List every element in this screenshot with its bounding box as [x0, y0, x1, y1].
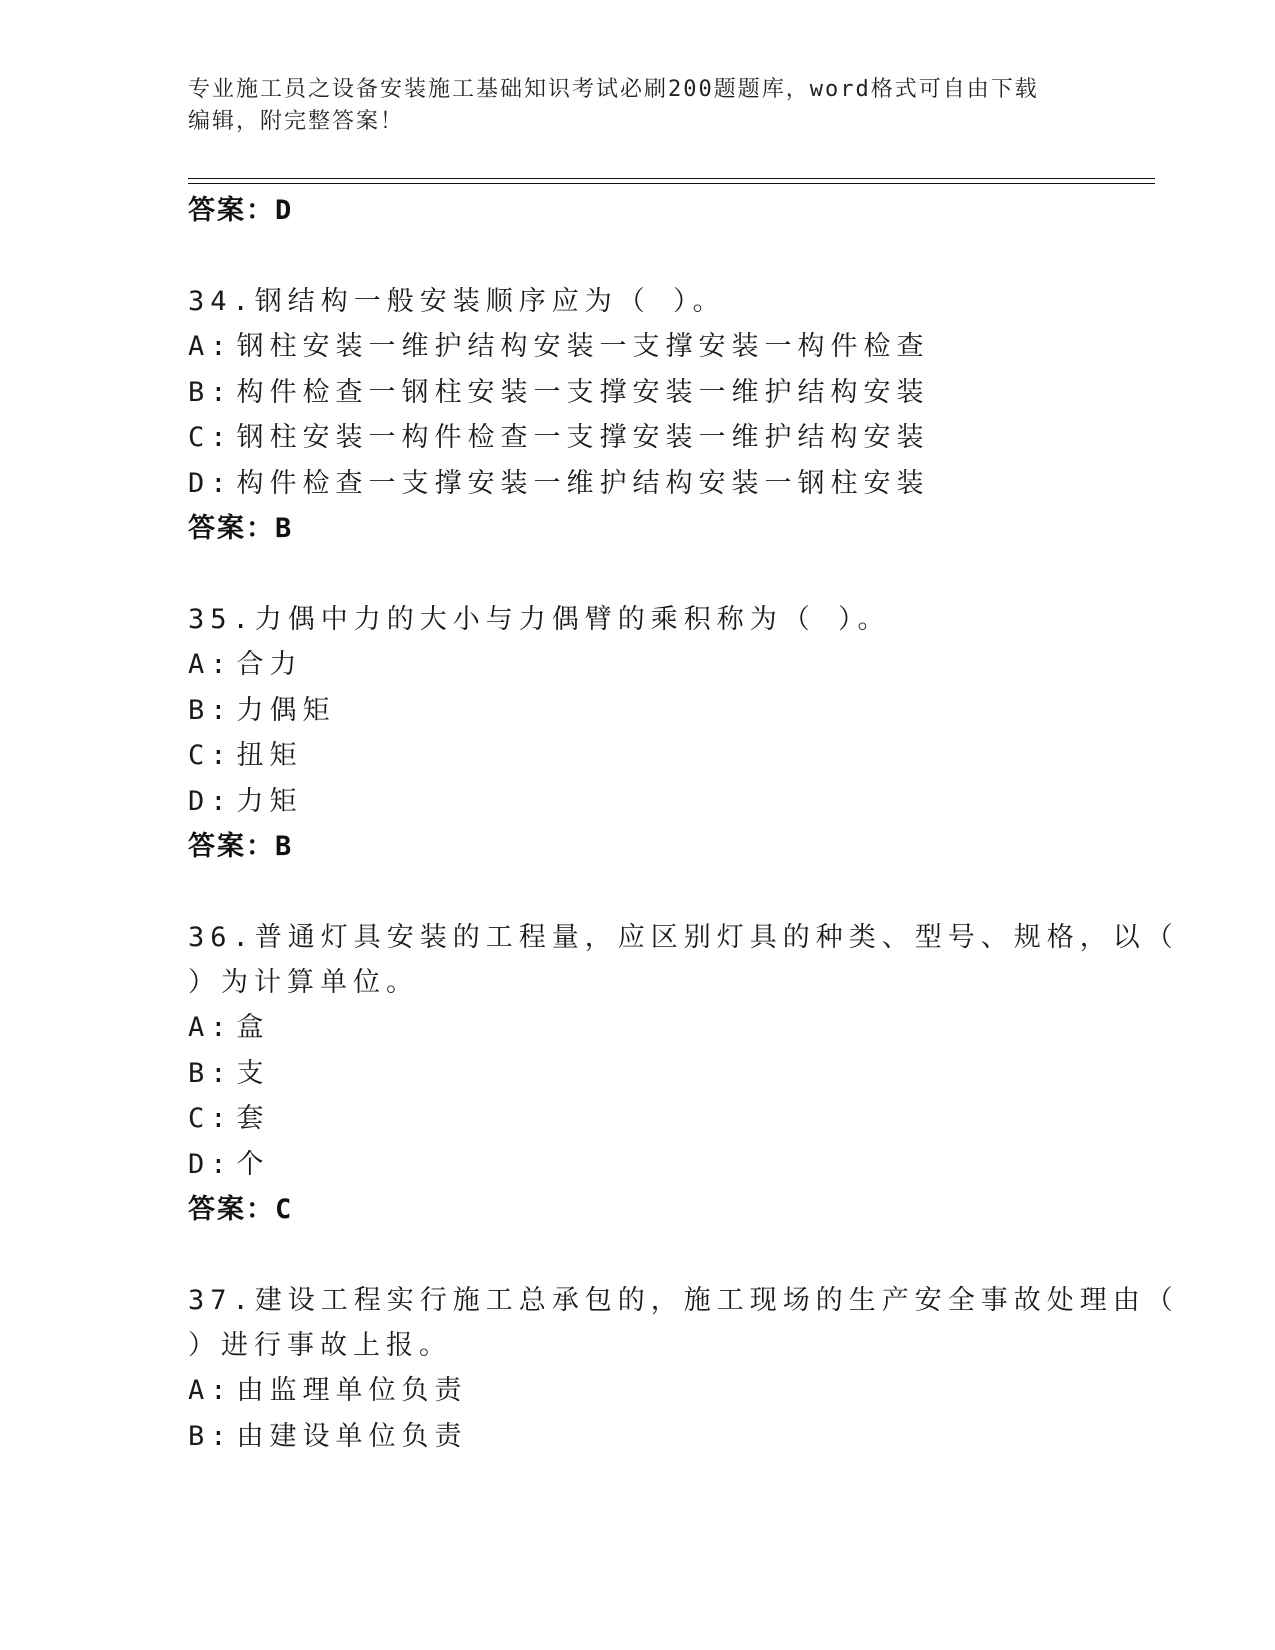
option-d: D: 力矩 [188, 785, 303, 817]
question-block-34 [188, 279, 1088, 551]
option-b: B: 支 [188, 1057, 270, 1089]
questions-content [188, 188, 1179, 1459]
option-d: D: 个 [188, 1148, 270, 1180]
header-line-2: 编辑，附完整答案！ [188, 109, 405, 134]
header-divider-bottom [188, 183, 1155, 184]
option-a: A: 钢柱安装一维护结构安装一支撑安装一构件检查 [188, 331, 930, 362]
question-block-37 [188, 1278, 1179, 1459]
spacer [188, 233, 1088, 279]
question-text-continued: ）进行事故上报。 [188, 1330, 452, 1361]
question-text: 37.建设工程实行施工总承包的，施工现场的生产安全事故处理由（ [188, 1285, 1179, 1316]
option-b: B: 由建设单位负责 [188, 1420, 468, 1452]
question-text-continued: ）为计算单位。 [188, 967, 419, 998]
option-a: A: 由监理单位负责 [188, 1375, 468, 1406]
question-text: 34.钢结构一般安装顺序应为（ ）。 [188, 286, 726, 317]
option-a: A: 合力 [188, 649, 303, 680]
question-text: 36.普通灯具安装的工程量，应区别灯具的种类、型号、规格，以（ [188, 922, 1179, 953]
question-block-35 [188, 597, 1088, 869]
option-b: B: 力偶矩 [188, 694, 336, 726]
option-c: C: 钢柱安装一构件检查一支撑安装一维护结构安装 [188, 422, 930, 453]
header-line-1: 专业施工员之设备安装施工基础知识考试必刷200题题库，word格式可自由下载 [188, 77, 1039, 102]
spacer [188, 1232, 1088, 1278]
header-divider-top [188, 178, 1155, 179]
question-text: 35.力偶中力的大小与力偶臂的乘积称为（ ）。 [188, 604, 891, 635]
document-header [188, 74, 1088, 138]
previous-answer: 答案：D [188, 195, 294, 226]
option-c: C: 扭矩 [188, 740, 303, 771]
answer-line: 答案：B [188, 831, 294, 862]
answer-line: 答案：C [188, 1194, 294, 1225]
spacer [188, 551, 1088, 597]
option-d: D: 构件检查一支撑安装一维护结构安装一钢柱安装 [188, 467, 930, 499]
answer-line: 答案：B [188, 513, 294, 544]
question-block-36 [188, 915, 1179, 1232]
option-c: C: 套 [188, 1103, 270, 1134]
spacer [188, 869, 1088, 915]
option-a: A: 盒 [188, 1012, 270, 1043]
option-b: B: 构件检查一钢柱安装一支撑安装一维护结构安装 [188, 376, 930, 408]
